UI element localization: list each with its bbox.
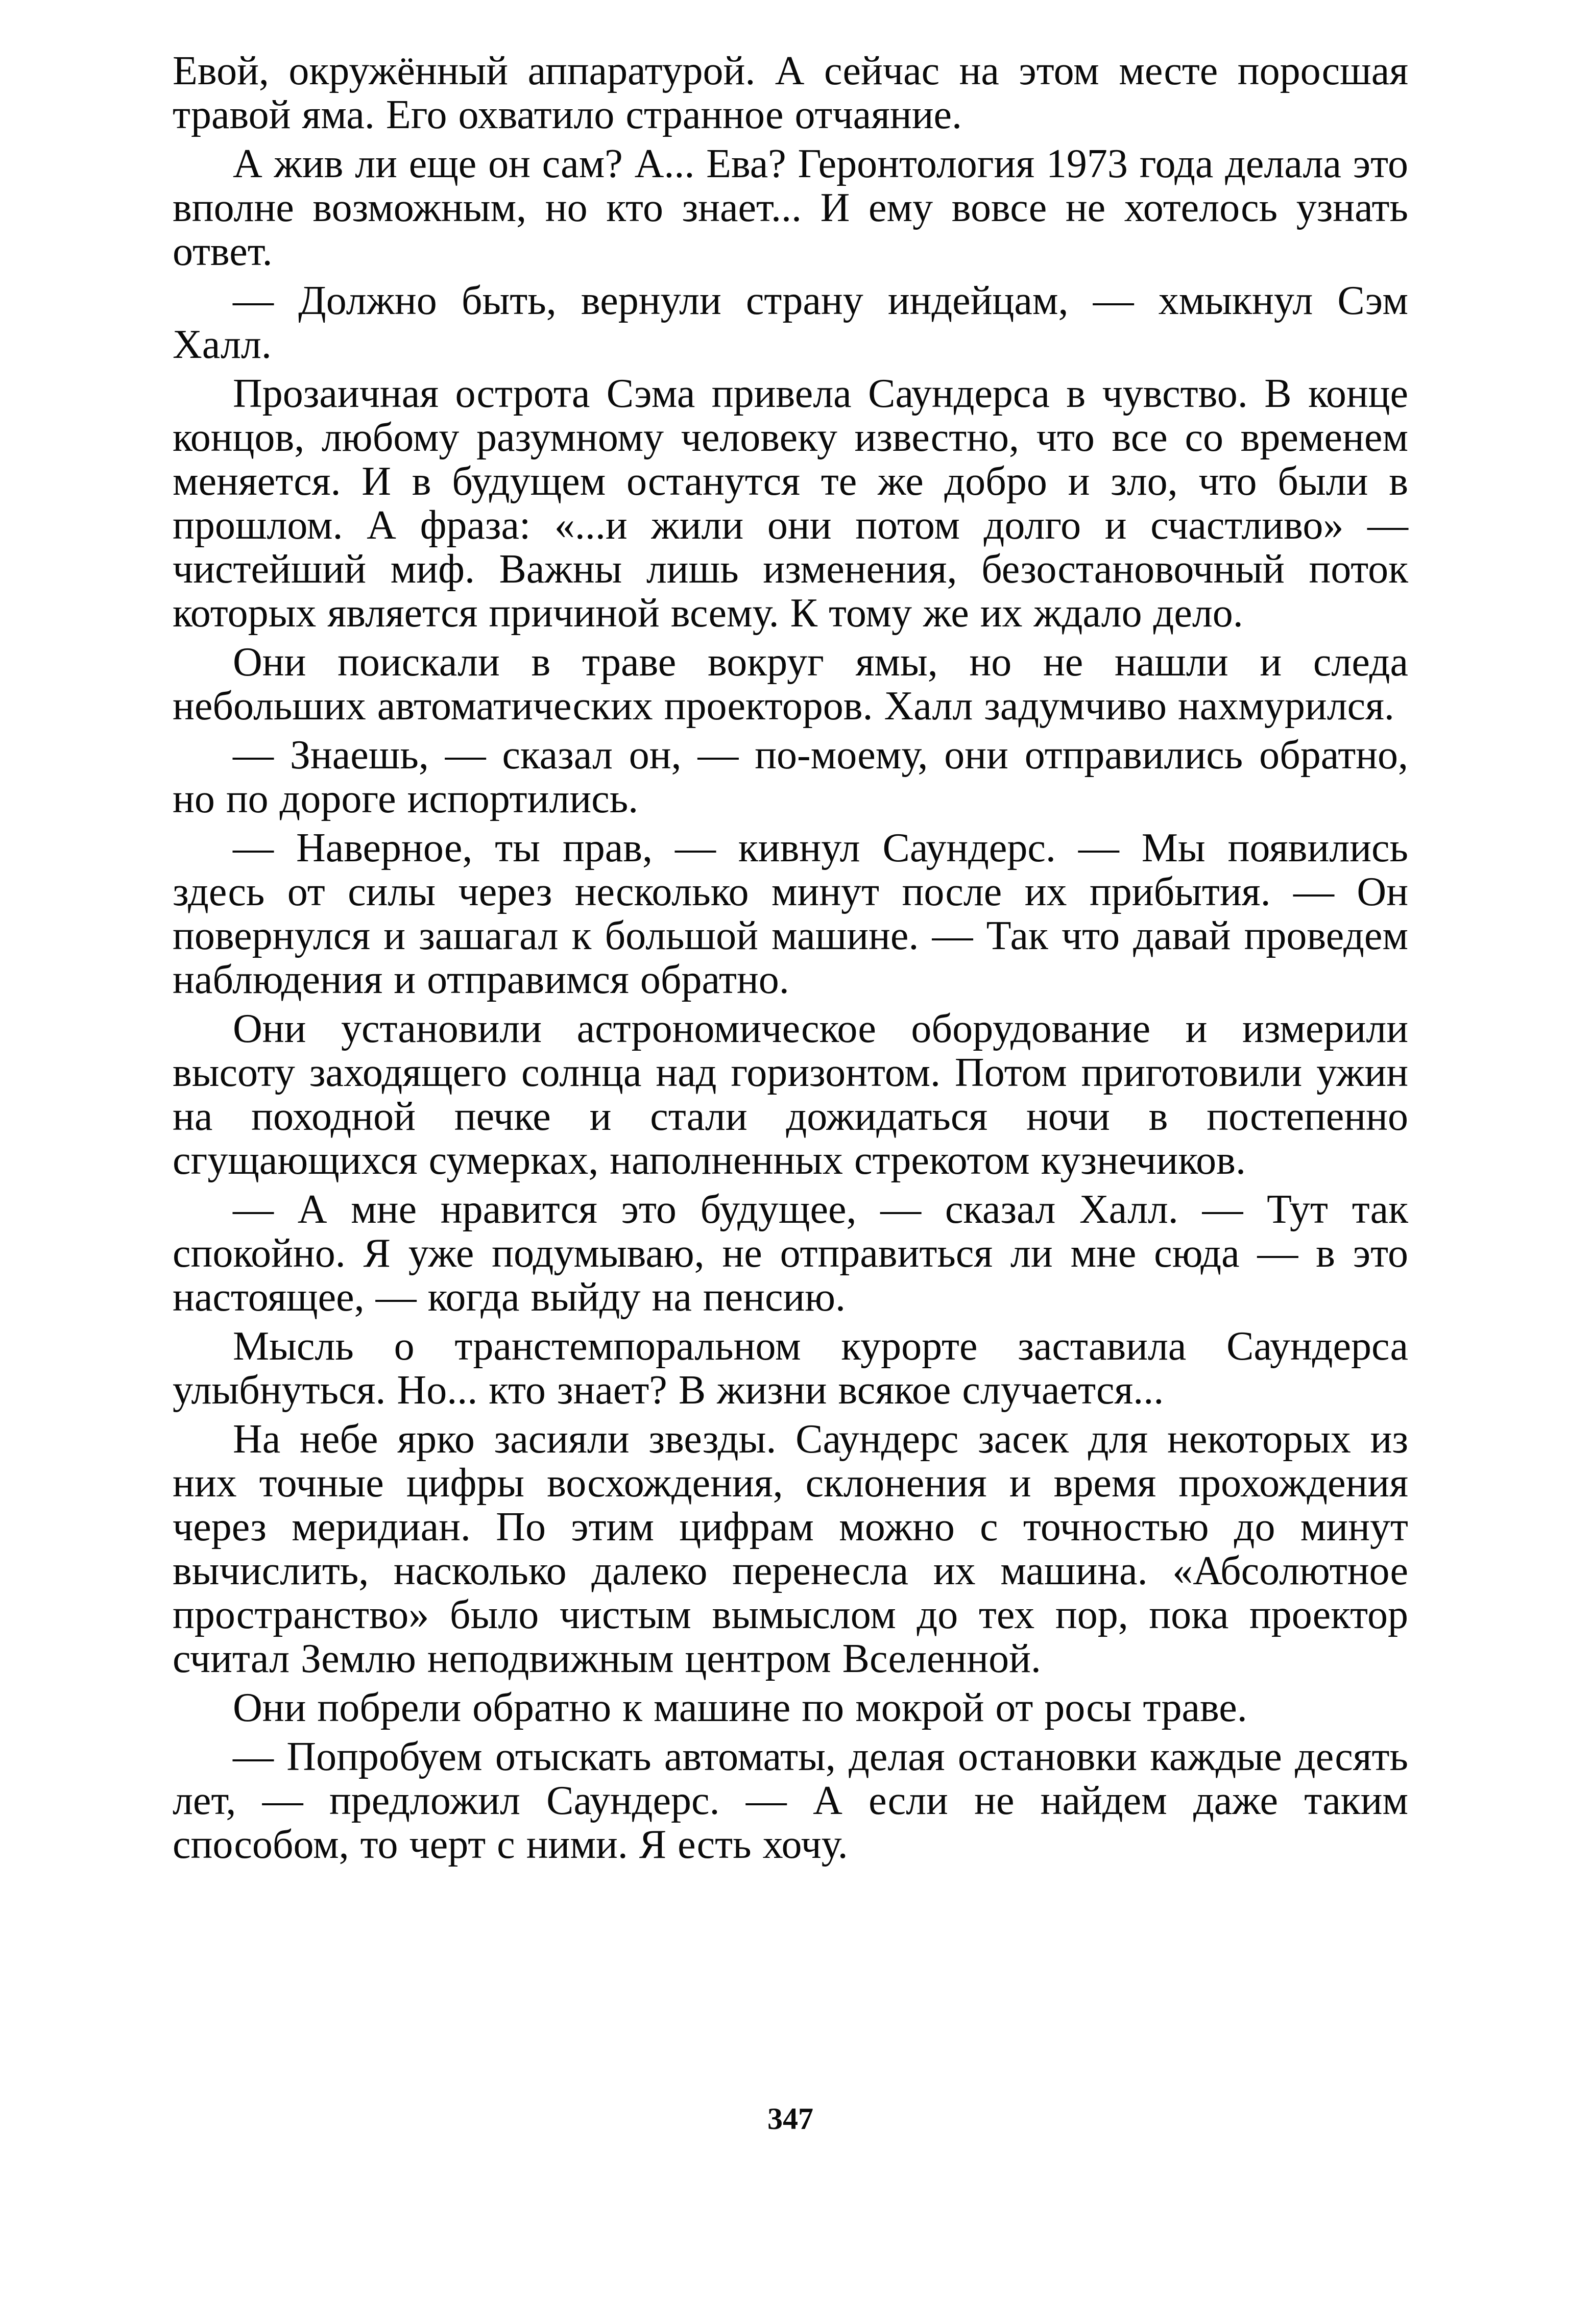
paragraph-1: Евой, окружённый аппаратурой. А сейчас на этом месте поросшая травой яма. Его охватило странное отчаяние. <box>173 49 1408 137</box>
paragraph-7: — Наверное, ты прав, — кивнул Саундерс. — Мы появились здесь от силы через несколько минут после их прибытия. — Он повернулся и зашагал к большой машине. — Так что давай проведем наблюдения и отправимся обратно. <box>173 826 1408 1002</box>
paragraph-10: Мысль о транстемпоральном курорте заставила Саундерса улыбнуться. Но... кто знает? В жизни всякое случается... <box>173 1324 1408 1413</box>
paragraph-12: Они побрели обратно к машине по мокрой от росы траве. <box>233 1685 1247 1730</box>
paragraph-6: — Знаешь, — сказал он, — по-моему, они отправились обратно, но по дороге испортились. <box>173 733 1408 821</box>
paragraph-9: — А мне нравится это будущее, — сказал Халл. — Тут так спокойно. Я уже подумываю, не отправиться ли мне сюда — в это настоящее, — когда выйду на пенсию. <box>173 1187 1408 1320</box>
paragraph-4: Прозаичная острота Сэма привела Саундерса в чувство. В конце концов, любому разумному человеку известно, что все со временем меняется. И в будущем останутся те же добро и зло, что были в прошлом. А фраза: «...и жили они потом долго и счастливо» — чистейший миф. Важны лишь изменения, безостановочный поток которых является причиной всему. К тому же их ждало дело. <box>173 371 1408 636</box>
paragraph-5: Они поискали в траве вокруг ямы, но не нашли и следа небольших автоматических проекторов. Халл задумчиво нахмурился. <box>173 640 1408 729</box>
paragraph-11: На небе ярко засияли звезды. Саундерс засек для некоторых из них точные цифры восхождения, склонения и время прохождения через меридиан. По этим цифрам можно с точностью до минут вычислить, насколько далеко перенесла их машина. «Абсолютное пространство» было чистым вымыслом до тех пор, пока проектор считал Землю неподвижным центром Вселенной. <box>173 1417 1408 1681</box>
paragraph-2: А жив ли еще он сам? А... Ева? Геронтология 1973 года делала это вполне возможным, но кто знает... И ему вовсе не хотелось узнать ответ. <box>173 141 1408 274</box>
paragraph-3: — Должно быть, вернули страну индейцам, — хмыкнул Сэм Халл. <box>173 278 1408 367</box>
book-page <box>173 49 1408 2285</box>
page-number: 347 <box>767 2102 813 2136</box>
paragraph-13: — Попробуем отыскать автоматы, делая остановки каждые десять лет, — предложил Саундерс. — А если не найдем даже таким способом, то черт с ними. Я есть хочу. <box>173 1734 1408 1867</box>
paragraph-8: Они установили астрономическое оборудование и измерили высоту заходящего солнца над горизонтом. Потом приготовили ужин на походной печке и стали дожидаться ночи в постепенно сгущающихся сумерках, наполненных стрекотом кузнечиков. <box>173 1006 1408 1183</box>
